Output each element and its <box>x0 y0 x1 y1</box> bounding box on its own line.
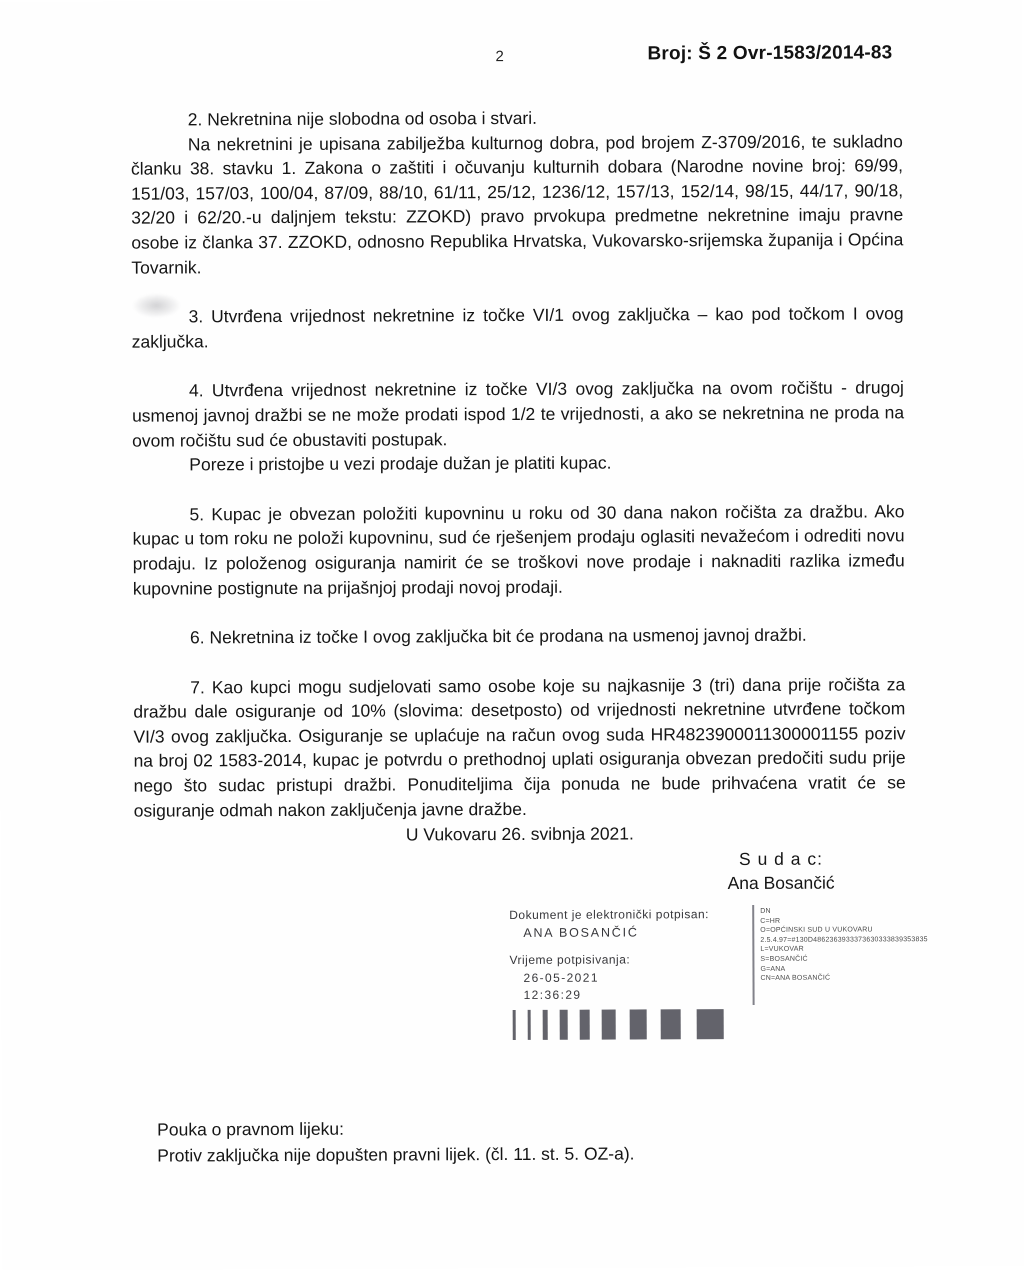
paragraph-2-detail: Na nekretnini je upisana zabilježba kulturnog dobra, pod brojem Z-3709/2016, te sukladno članku 38. stavku 1. Zakona o zaštiti i očuvanju kulturnih dobara (Narodne novine broj: 69/99, 151/03, 157/03, 100/04, 87/09, 88/10, 61/11, 25/12, 1236/12, 157/13, 152/14, 98/15, 44/17, 90/18, 32/20 i 62/20.-u daljnjem tekstu: ZZOKD) pravo prvokupa predmetne nekretnine imaju pravne osobe iz članka 37. ZZOKD, odnosno Republika Hrvatska, Vukovarsko-srijemska županija i Općina Tovarnik. <box>130 130 904 278</box>
legal-remedy-title: Pouka o pravnom lijeku: <box>157 1118 344 1140</box>
legal-remedy-text: Protiv zaključka nije dopušten pravni lijek. (čl. 11. st. 5. OZ-a). <box>157 1142 635 1166</box>
paragraph-6: 6. Nekretnina iz točke I ovog zaključka bit će prodana na usmenoj javnoj dražbi. <box>189 624 807 648</box>
electronic-signature-stamp <box>509 907 749 1003</box>
barcode-bar <box>630 1009 647 1039</box>
signer-name: Ana Bosančić <box>727 872 835 894</box>
signer-role-label: S u d a c: <box>738 848 823 870</box>
certificate-line: G=ANA <box>760 965 786 973</box>
signature-signer-name: ANA BOSANČIĆ <box>523 925 639 940</box>
certificate-line: C=HR <box>760 917 781 925</box>
signature-date: 26-05-2021 <box>523 970 599 985</box>
barcode-bar <box>602 1010 616 1040</box>
paragraph-4-taxes: Poreze i pristojbe u vezi prodaje dužan je platiti kupac. <box>189 452 612 475</box>
certificate-details <box>760 906 935 984</box>
barcode-bar <box>528 1010 531 1040</box>
paragraph-2: 2. Nekretnina nije slobodna od osoba i stvari. <box>187 107 538 130</box>
paragraph-3: 3. Utvrđena vrijednost nekretnine iz točke VI/1 ovog zaključka – kao pod točkom I ovog zaključka. <box>131 303 904 352</box>
barcode-bar <box>513 1010 516 1040</box>
paragraph-5: 5. Kupac je obvezan položiti kupovninu u roku od 30 dana nakon ročišta za dražbu. Ako kupac u tom roku ne položi kupovninu, sud će rješenjem prodaju oglasiti nevažećom i odrediti novu prodaju. Iz položenog osiguranja namirit će se troškovi nove prodaje i naknaditi razlika između kupovnine postignute na prijašnjoj prodaji novoj prodaji. <box>132 501 905 599</box>
signature-time-label: Vrijeme potpisivanja: <box>509 952 631 968</box>
document-body <box>131 104 906 898</box>
legal-remedy-section <box>157 1114 857 1168</box>
case-number: Broj: Š 2 Ovr-1583/2014-83 <box>647 42 893 65</box>
page-number: 2 <box>495 48 504 66</box>
signature-stamp-divider <box>752 905 754 1005</box>
certificate-line: DN <box>760 907 771 915</box>
signature-time: 12:36:29 <box>523 987 582 1002</box>
place-and-date-line: U Vukovaru 26. svibnja 2021. <box>405 823 634 845</box>
certificate-line: L=VUKOVAR <box>760 946 804 954</box>
certificate-line: S=BOSANČIĆ <box>760 955 808 963</box>
certificate-line: 2.5.4.97=#130D4862363933373630333839353835 <box>760 935 928 944</box>
signature-signed-label: Dokument je elektronički potpisan: <box>509 907 710 923</box>
barcode-bar <box>661 1009 681 1039</box>
barcode-bar <box>560 1010 568 1040</box>
paragraph-4: 4. Utvrđena vrijednost nekretnine iz točke VI/3 ovog zaključka na ovom ročištu - drugoj usmenoj javnoj dražbi se ne može prodati ispod 1/2 te vrijednosti, a ako se nekretnina ne proda na ovom ročištu sud će obustaviti postupak. <box>131 377 905 451</box>
signature-barcode-icon <box>513 1009 724 1042</box>
certificate-line: CN=ANA BOSANČIĆ <box>760 974 831 983</box>
barcode-bar <box>580 1010 590 1040</box>
signer-block <box>656 847 906 896</box>
certificate-line: O=OPĆINSKI SUD U VUKOVARU <box>760 926 873 935</box>
paragraph-7: 7. Kao kupci mogu sudjelovati samo osobe koje su najkasnije 3 (tri) dana prije ročišta za dražbu dale osiguranje od 10% (slovima: desetposto) od vrijednosti nekretnine utvrđene točkom VI/3 ovog zaključka. Osiguranje se uplaćuje na račun ovog suda HR4823900011300001155 poziv na broj 02 1583-2014, kupac je potvrdu o prethodnoj uplati osiguranja obvezan predočiti sudu prije nego što sudac pristupi dražbi. Ponuditeljima čija ponuda ne bude prihvaćena vratit će se osiguranje odmah nakon zaključenja javne dražbe. <box>133 673 906 821</box>
barcode-bar <box>697 1009 724 1039</box>
barcode-bar <box>543 1010 548 1040</box>
